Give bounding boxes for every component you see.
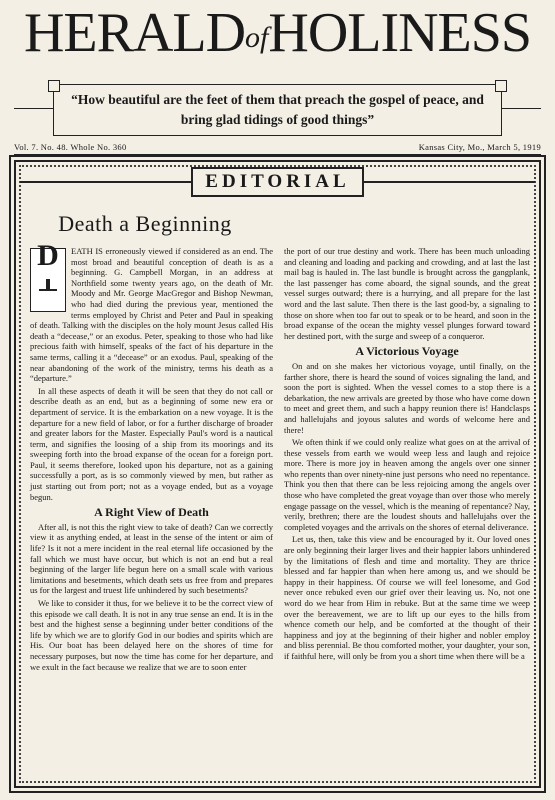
masthead-part-holiness: HOLINESS <box>268 2 532 64</box>
motto-rule-left <box>14 108 53 109</box>
paragraph: EATH IS erroneously viewed if considered as an end. The most broad and beautiful conception of death is as a beginning. G. Campbell Morgan, in an address at Northfield some twenty years ago, on the death of Mr. Moody and Mr. George MacGregor and Bishop Newman, who had died during the previous year, mentioned the terms employed by Christ and Peter and Paul in speaking of death. Talking with the disciples on the holy mount Jesus called His death a “decease,” or an exodus. Peter, speaking to those who had like precious faith with himself, speaks of the fact of his departure in the same terms, calling it a “decease” or an exodus. Paul, speaking of the near abandoning of the work of the ministry, terms his death as a “departure.” <box>30 246 273 384</box>
masthead-part-of: of <box>245 21 269 54</box>
motto-line-2: bring glad tidings of good things” <box>180 112 375 127</box>
paragraph: On and on she makes her victorious voyage, until finally, on the farther shore, there is heard the sound of voices signaling the land, and soon the port is sighted. When the vessel comes to a stop there is a debarkation, the new arrivals are greeted by those who have come down to meet and greet them, and such a happy reunion there is! Handclasps and hallelujahs and joyous salutes and words of welcome here and there! <box>284 360 530 435</box>
drop-cap-ornament-icon <box>39 289 57 305</box>
issue-info-bar <box>14 142 541 155</box>
paragraph: Let us, then, take this view and be encouraged by it. Our loved ones are only beginning their larger lives and their happier labors unhindered by the limitations of flesh and time and mortality. They are thrice blessed and far happier than when here among us, and we should be happy in their happiness. Of course we will feel lonesome, and God never once rebuked even our grief over their leaving us. No, not one word do we hear from Him in rebuke. But at the same time we weep over the bereavement, we are to lift up our eyes to the hills from whence cometh our help, and be comforted at the thought of their happiness and joy at the beginning of their higher and nobler employ and bliss perennial. Be thou comforted mother, your daughter, your son, if faithful here, will only be from you a short time when there will be a <box>284 534 530 661</box>
paragraph: In all these aspects of death it will be seen that they do not call or describe death as an end, but as a beginning of some new era or department of service. It is the embarkation on a new voyage. It is the departure for a new field of labor, or for a further discharge of broader and greater labors for the Master. Especially Paul's word is a nautical term, and signifies the loosing of a ship from its moorings and its sweeping forth into the broad expanse of the ocean for a foreign port. Paul, it seems therefore, looked upon his departure, not as a gaining successfully a port, as is so commonly viewed by men, but rather as just starting out from port; not as a voyage ended, but as a voyage begun. <box>30 385 273 502</box>
drop-cap-letter: D <box>37 239 59 272</box>
paragraph: the port of our true destiny and work. There has been much unloading and cleaning and loading and packing and crowding, and at last the last mail bag is hauled in. The last bundle is brought across the gangplank, the last passenger has come aboard, the signal sounds, and the great vessel surges outward; there is a hurrying, and all prepare for the last word and the last salute. Then there is the last good-by, a signaling to those on shore when too far out to speak or to be heard, and soon in the broad expanse of the ocean the mighty vessel plunges forward toward her destined port, with the surge and sweep of a conqueror. <box>284 246 530 341</box>
motto-line-1: “How beautiful are the feet of them that preach the gospel of peace, and <box>71 92 484 107</box>
article-column-left <box>30 239 273 674</box>
subheading: A Right View of Death <box>94 505 209 520</box>
motto-box <box>53 84 502 136</box>
section-header <box>0 167 555 197</box>
section-label: EDITORIAL <box>191 167 363 197</box>
paragraph: We like to consider it thus, for we believe it to be the correct view of this episode we call death. It is not in any true sense an end. It is in the best and the highest sense a beginning under better conditions of the life by which we are to glorify God in our bodies and spirits which are His. Our boat has been delayed here on the shores of time for necessary purposes, but now the time has come for her departure, and we exult in the fact because we realize that we are to soon enter <box>30 598 273 672</box>
volume-number: Vol. 7. No. 48. Whole No. 360 <box>14 142 127 152</box>
article-column-right <box>284 246 530 664</box>
subheading: A Victorious Voyage <box>355 344 459 359</box>
location-date: Kansas City, Mo., March 5, 1919 <box>418 142 541 152</box>
masthead-title <box>0 4 555 67</box>
motto-rule-right <box>502 108 541 109</box>
article-title: Death a Beginning <box>58 211 232 236</box>
drop-cap <box>30 239 66 312</box>
masthead-part-herald: HERALD <box>23 2 246 64</box>
paragraph: We often think if we could only realize what goes on at the arrival of these vessels from earth we would weep less and laugh and rejoice more. There is more joy in heaven among the angels over one sinner who repents than over ninety-nine just persons who need no repentance. Think you then that there can be less rejoicing among the angels over those who have completed the great voyage than over those who merely engage passage on the vessel, which is the meaning of repentance? Nay, verily, brethren; there are the loudest shouts and hallelujahs over the completed voyages and the arrivals on the shores of eternal deliverance. <box>284 437 530 532</box>
paragraph: After all, is not this the right view to take of death? Can we correctly view it as anything ended, at least in the sense of the intent or aim of life? Is it not a mere incident in the real eternal life occasioned by the fall which we must have occur, but which is not an end but a real beginning of the larger life begun here on a small scale with various limitations and besetments, which death sets us free from and prepares us for the largest and truest life unhindered by such besetments? <box>30 521 273 596</box>
